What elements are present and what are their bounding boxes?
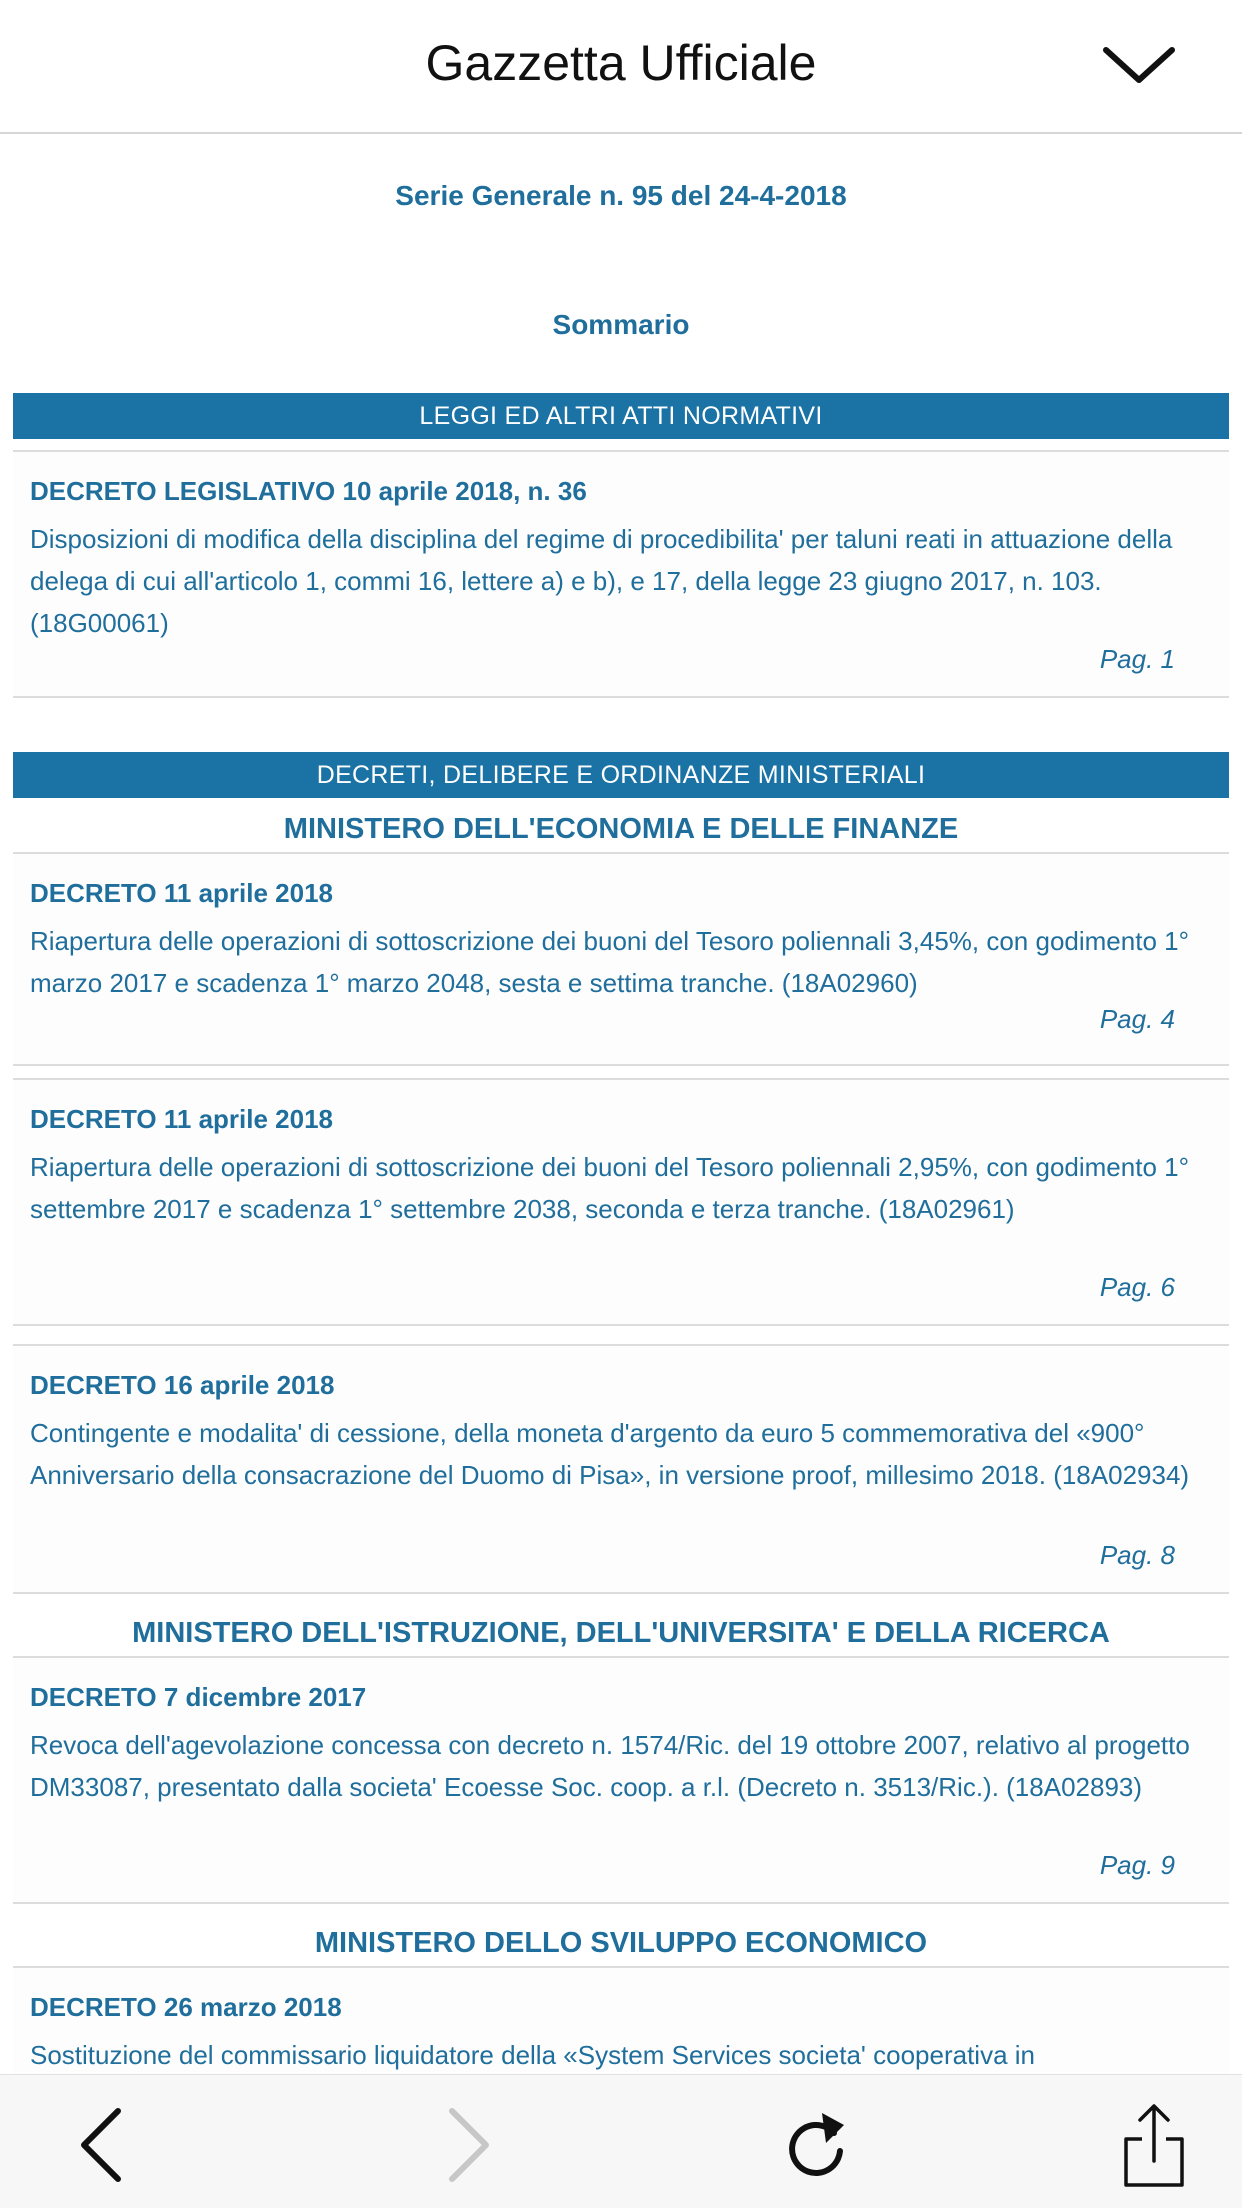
list-item[interactable] [13,1966,1229,2074]
ministry-heading: MINISTERO DELLO SVILUPPO ECONOMICO [314,1927,928,1959]
entry-title: DECRETO 26 marzo 2018 [30,1992,342,2022]
list-item[interactable] [13,450,1229,698]
reload-button[interactable] [776,2103,856,2187]
entry-title: DECRETO 16 aprile 2018 [30,1370,335,1400]
back-button[interactable] [64,2103,144,2187]
entry-description: Riapertura delle operazioni di sottoscrizione dei buoni del Tesoro poliennali 2,95%, con godimento 1° settembre 2017 e scadenza 1° settembre 2038, seconda e terza tranche. (18A02961) [30,1152,1189,1224]
document-content[interactable] [0,134,1242,2074]
ministry-heading: MINISTERO DELL'ECONOMIA E DELLE FINANZE [283,813,959,845]
page-link[interactable]: Pag. 8 [1099,1540,1175,1570]
page-link[interactable]: Pag. 1 [1099,644,1175,674]
entry-title: DECRETO LEGISLATIVO 10 aprile 2018, n. 36 [30,476,587,506]
ministry-heading: MINISTERO DELL'ISTRUZIONE, DELL'UNIVERSITA' E DELLA RICERCA [132,1617,1110,1649]
list-item[interactable] [13,1656,1229,1904]
list-item[interactable] [13,1344,1229,1594]
collapse-button[interactable] [1094,36,1184,96]
app-title: Gazzetta Ufficiale [425,35,817,91]
chevron-left-icon [64,2103,144,2187]
header-bar [0,0,1242,134]
list-item[interactable] [13,852,1229,1066]
chevron-right-icon [426,2103,506,2187]
chevron-down-icon [1094,36,1184,96]
entry-title: DECRETO 11 aprile 2018 [30,1104,334,1134]
entry-description: Contingente e modalita' di cessione, della moneta d'argento da euro 5 commemorativa del «900° Anniversario della consacrazione del Duomo di Pisa», in versione proof, millesimo 2018. (18A02934) [30,1418,1190,1490]
page-link[interactable]: Pag. 9 [1099,1850,1175,1880]
entry-description: Disposizioni di modifica della disciplina del regime di procedibilita' per taluni reati in attuazione della delega di cui all'articolo 1, commi 16, lettere a) e b), e 17, della legge 23 giugno 2017, n. 103. (18G00061) [30,524,1173,638]
forward-button[interactable] [426,2103,506,2187]
entry-description: Revoca dell'agevolazione concessa con decreto n. 1574/Ric. del 19 ottobre 2007, relativo al progetto DM33087, presentato dalla societa' Ecoesse Soc. coop. a r.l. (Decreto n. 3513/Ric.). (18A02893) [30,1730,1190,1802]
reload-icon [776,2103,856,2187]
entry-title: DECRETO 11 aprile 2018 [30,878,334,908]
serie-title: Serie Generale n. 95 del 24-4-2018 [395,180,847,211]
list-item[interactable] [13,1078,1229,1326]
page-link[interactable]: Pag. 6 [1099,1272,1175,1302]
section-banner-leggi: LEGGI ED ALTRI ATTI NORMATIVI [13,393,1229,439]
entry-description: Riapertura delle operazioni di sottoscrizione dei buoni del Tesoro poliennali 3,45%, con godimento 1° marzo 2017 e scadenza 1° marzo 2048, sesta e settima tranche. (18A02960) [30,926,1189,998]
entry-description: Sostituzione del commissario liquidatore della «System Services societa' cooperativa in [30,2040,1035,2070]
bottom-toolbar [0,2074,1242,2208]
share-icon [1114,2103,1194,2187]
share-button[interactable] [1114,2103,1194,2187]
page-link[interactable]: Pag. 4 [1099,1004,1175,1034]
sommario-heading: Sommario [552,309,690,340]
section-banner-decreti: DECRETI, DELIBERE E ORDINANZE MINISTERIALI [13,752,1229,798]
entry-title: DECRETO 7 dicembre 2017 [30,1682,367,1712]
